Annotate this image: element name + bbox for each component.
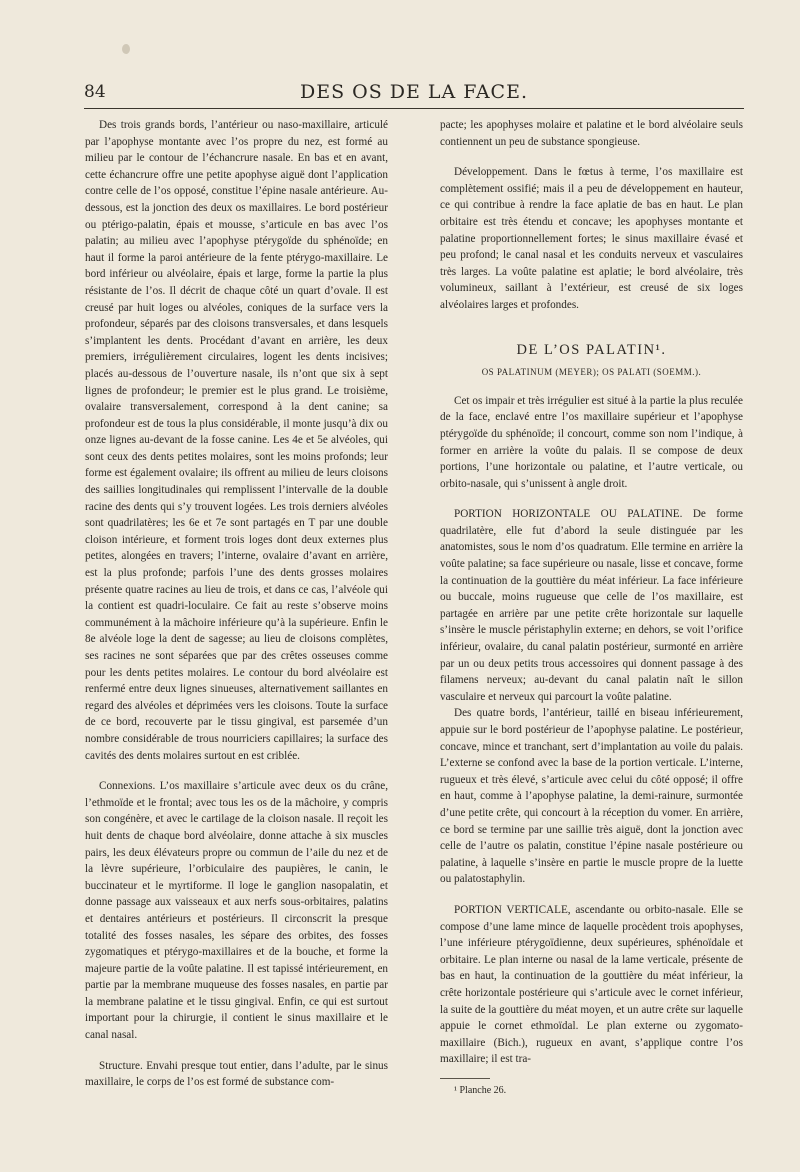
page-header: [84, 81, 744, 109]
right-column: [440, 117, 743, 1099]
page-number: 84: [84, 82, 106, 102]
paragraph-portion-horizontale: PORTION HORIZONTALE OU PALATINE. De forme quadrilatère, elle fut d’abord la seule distinguée par les anatomistes, sous le nom d’os quadratum. Elle termine en arrière la voûte palatine; sa face supérieure ou nasale, lisse et concave, forme la continuation de la gouttière du méat inférieur. La face inférieure ou buccale, moins rugueuse que celle de l’os maxillaire, est partagée en arrière par une petite crête horizontale sur laquelle s’insère le muscle péristaphylin externe; en dehors, se voit l’orifice inférieur, ovalaire, du canal palatin postérieur, surmonté en arrière par un ou deux petits trous accessoires qui donnent passage à des filamens nerveux; au-devant du canal palatin naît le sillon vasculaire et nerveux qui parcourt la voûte palatine.: [440, 508, 743, 703]
paper-smudge: [122, 44, 130, 54]
footnote-rule: [440, 1078, 490, 1079]
footnote: ¹ Planche 26.: [454, 1084, 507, 1096]
section-subtitle: OS PALATINUM (MEYER); OS PALATI (SOEMM.).: [481, 367, 702, 378]
running-title: DES OS DE LA FACE.: [299, 81, 528, 103]
paragraph-connexions: Connexions. L’os maxillaire s’articule avec deux os du crâne, l’ethmoïde et le frontal; avec tous les os de la mâchoire, y compris son congénère, et avec le cartilage de la cloison nasale. Il reçoit les huit dents de chaque bord alvéolaire, donne attache à six muscles pairs, les deux élévateurs propre ou commun de l’aile du nez et de la lèvre supérieure, l’orbiculaire des paupières, le canin, le buccinateur et le myrtiforme. Il loge le ganglion nasopalatin, et donne passage aux vaisseaux et aux nerfs sous-orbitaires, palatins et dentaires antérieurs et postérieurs. Il circonscrit la presque totalité des fosses nasales, les sépare des orbites, des fosses zygomatiques et ptérygo-maxillaires et de la bouche, et forme la majeure partie de la voûte palatine. Il est tapissé intérieurement, en partie par la membrane muqueuse des fosses nasales, en partie par la membrane palatine et le tissu gingival. Enfin, ce qui est surtout important pour la chirurgie, il contient le sinus maxillaire et le canal nasal.: [85, 780, 388, 1042]
paragraph-structure: Structure. Envahi presque tout entier, dans l’adulte, par le sinus maxillaire, le corps de l’os est formé de substance com-: [85, 1059, 388, 1089]
paragraph-portion-verticale: PORTION VERTICALE, ascendante ou orbito-nasale. Elle se compose d’une lame mince de laquelle procèdent trois apophyses, l’une inférieure ptérygoïdienne, deux supérieures, sphénoïdale et orbitaire. Le plan interne ou nasal de la lame verticale, présente de bas en haut, la continuation de la gouttière du méat inférieur, la crête horizontale postérieure qui s’articule avec le cornet inférieur, la suite de la gouttière du méat moyen, et un autre crête sur laquelle appuie le cornet ethmoïdal. Le plan externe ou zygomato-maxillaire (Bich.), rugueux en avant, s’applique contre l’os maxillaire; il est tra-: [440, 903, 743, 1066]
section-title: DE L’OS PALATIN¹.: [516, 341, 667, 358]
paragraph-developpement: Développement. Dans le fœtus à terme, l’os maxillaire est complètement ossifié; mais il a peu de développement en hauteur, ce qui contribue à rendre la face aplatie de bas en haut. Le plan orbitaire est très étendu et concave; les apophyses montante et palatine proportionnellement fortes; le sinus maxillaire évasé et peu profond; le canal nasal et les conduits nerveux et vasculaires très larges. La voûte palatine est aplatie; le bord alvéolaire, très volumineux, saillant à l’extérieur, est creusé de six loges alvéolaires larges et profondes.: [440, 166, 743, 311]
left-column: [85, 117, 388, 1091]
paragraph-palatin-intro: Cet os impair et très irrégulier est situé à la partie la plus reculée de la face, enclavé entre l’os maxillaire supérieur et l’apophyse ptérygoïde du sphénoïde; il concourt, comme son nom l’indique, à former en arrière la voûte du palais. Il se compose de deux portions, l’une horizontale ou palatine, et l’autre verticale, ou orbito-nasale, qui s’unissent à angle droit.: [440, 394, 743, 490]
paragraph-bords: Des trois grands bords, l’antérieur ou naso-maxillaire, articulé par l’apophyse montante avec l’os propre du nez, est formé au milieu par le contour de l’échancrure nasale. En bas et en avant, cette échancrure offre une petite apophyse aiguë dont l’application contre celle de l’os opposé, constitue l’épine nasale antérieure. Au-dessous, est la jonction des deux os maxillaires. Le bord postérieur ou ptérigo-palatin, épais et mousse, s’articule en bas avec l’os palatin; au milieu avec l’apophyse ptérygoïde du sphénoïde; en haut il forme la paroi antérieure de la fente ptérygo-maxillaire. Le bord inférieur ou alvéolaire, épais et large, forme la partie la plus résistante de l’os. Il décrit de chaque côté un quart d’ovale. Il est creusé par huit loges ou alvéoles, coniques de la surface vers la profondeur, séparés par des cloisons transversales, et dans lesquels s’implantent les dents. Procédant d’avant en arrière, les deux premiers, irrégulièrement circulaires, logent les dents incisives; placés au-dessous de l’ouverture nasale, ils n’ont que six à sept lignes de profondeur; le premier est le plus grand. Le troisième, ovalaire transversalement, correspond à la dent canine; sa profondeur est de tous la plus considérable, il monte jusqu’à dix ou onze lignes au-devant de la fosse canine. Les 4e et 5e alvéoles, qui sont ceux des dents petites molaires, sont les moins profonds; leur forme est également ovalaire; ils offrent au milieu de leurs cloisons des saillies longitudinales qui remplissent l’intervalle de la double racine des dents qui s’y trouvent logées. Les trois derniers alvéoles sont quadrilatères; les 6e et 7e sont partagés en T par une double cloison intérieure, et forment trois loges dont deux externes plus petites, alongées en travers; l’interne, ovalaire d’avant en arrière, est la plus profonde; parfois l’une des dents grosses molaires présente quatre racines au lieu de trois, et dans ce cas, l’alvéole qui la contient est quadri-loculaire. Ce fait au reste s’observe moins communément à la mâchoire inférieure qu’à la supérieure. Enfin le 8e alvéole loge la dent de sagesse; au lieu de cloisons complètes, ses racines ne sont séparées que par des crêtes osseuses comme pour les dents petites molaires. Le contour du bord alvéolaire est renfermé entre deux lignes sinueuses, alternativement saillantes en regard des alvéoles et déprimées vers les cloisons. Toute la surface de ce bord, recouverte par le tissu gingival, est parsemée d’un nombre considérable de trous nourriciers capillaires; la surface des cavités des dents molaires surtout en est criblée.: [85, 119, 388, 762]
paragraph-quatre-bords: Des quatre bords, l’antérieur, taillé en biseau inférieurement, appuie sur le bord postérieur de l’apophyse palatine. Le postérieur, concave, mince et tranchant, sert d’implantation au voile du palais. L’externe se confond avec la base de la portion verticale. L’interne, rugueux et très élevé, s’articule avec celui du côté opposé; il offre en haut, comme à l’apophyse palatine, la demi-rainure, surmontée d’une petite crête, qui concourt à la réception du vomer. En arrière, ce bord se termine par une saillie très aiguë, dont la jonction avec celle de l’autre os palatin, constitue l’épine nasale postérieure ou palatine, à laquelle s’insère en partie le muscle propre de la luette ou palatostaphylin.: [440, 707, 743, 886]
paragraph-continuation: pacte; les apophyses molaire et palatine et le bord alvéolaire seuls contiennent un peu de substance spongieuse.: [440, 119, 743, 148]
